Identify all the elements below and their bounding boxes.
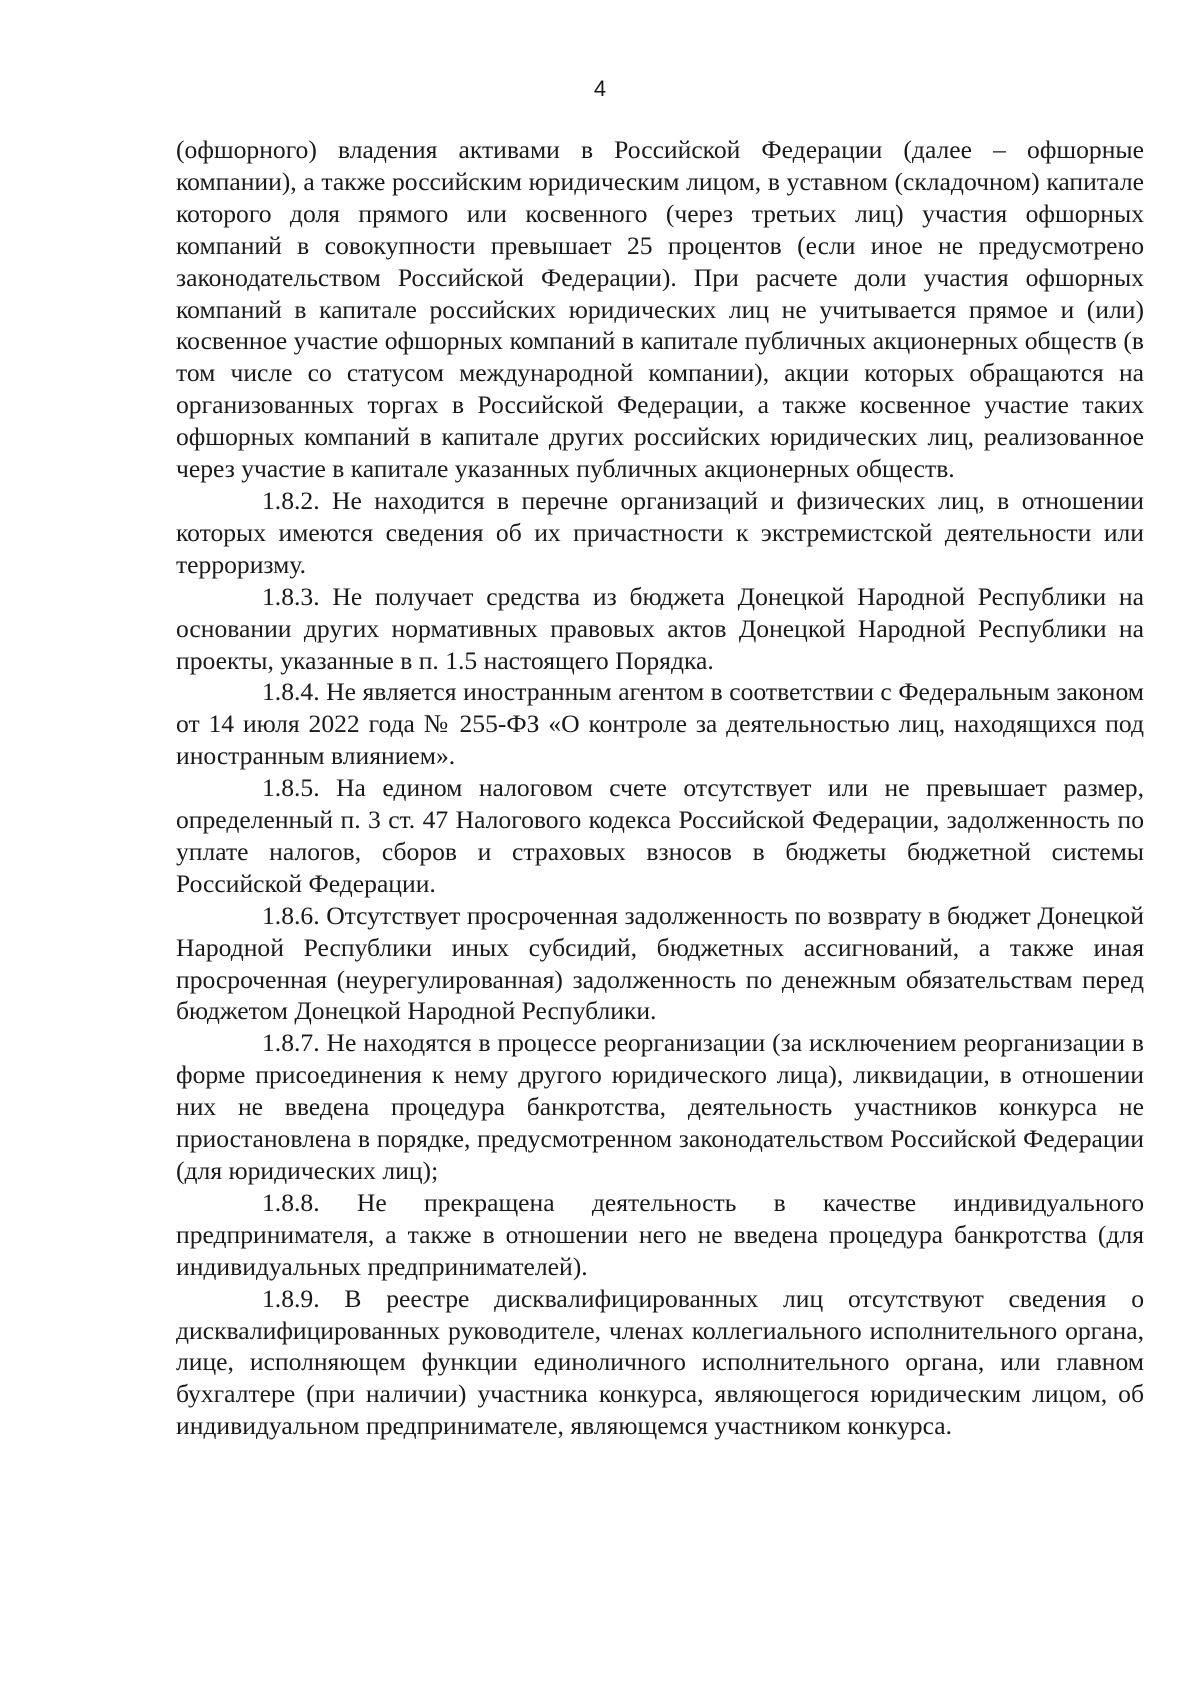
paragraph-1-8-2: 1.8.2. Не находится в перечне организаций и физических лиц, в отношении которых имеются сведения об их причастности к экстремистской деятельности или терроризму. bbox=[176, 485, 1144, 579]
paragraph-1-8-6: 1.8.6. Отсутствует просроченная задолженность по возврату в бюджет Донецкой Народной Республики иных субсидий, бюджетных ассигнований, а также иная просроченная (неурегулированная) задолженность по денежным обязательствам перед бюджетом Донецкой Народной Республики. bbox=[176, 900, 1144, 1026]
paragraph-offshore-continuation: (офшорного) владения активами в Российской Федерации (далее – офшорные компании), а также российским юридическим лицом, в уставном (складочном) капитале которого доля прямого или косвенного (через третьих лиц) участия офшорных компаний в совокупности превышает 25 процентов (если иное не предусмотрено законодательством Российской Федерации). При расчете доли участия офшорных компаний в капитале российских юридических лиц не учитывается прямое и (или) косвенное участие офшорных компаний в капитале публичных акционерных обществ (в том числе со статусом международной компании), акции которых обращаются на организованных торгах в Российской Федерации, а также косвенное участие таких офшорных компаний в капитале других российских юридических лиц, реализованное через участие в капитале указанных публичных акционерных обществ. bbox=[176, 135, 1144, 484]
paragraph-1-8-4: 1.8.4. Не является иностранным агентом в соответствии с Федеральным законом от 14 июля 2022 года № 255-ФЗ «О контроле за деятельностью лиц, находящихся под иностранным влиянием». bbox=[176, 677, 1144, 771]
paragraph-1-8-5: 1.8.5. На едином налоговом счете отсутствует или не превышает размер, определенный п. 3 ст. 47 Налогового кодекса Российской Федерации, задолженность по уплате налогов, сборов и страховых взносов в бюджеты бюджетной системы Российской Федерации. bbox=[176, 773, 1144, 898]
paragraph-1-8-8: 1.8.8. Не прекращена деятельность в качестве индивидуального предпринимателя, а также в отношении него не введена процедура банкротства (для индивидуальных предпринимателей). bbox=[176, 1187, 1144, 1281]
paragraph-1-8-3: 1.8.3. Не получает средства из бюджета Донецкой Народной Республики на основании других нормативных правовых актов Донецкой Народной Республики на проекты, указанные в п. 1.5 настоящего Порядка. bbox=[176, 581, 1144, 675]
page-number: 4 bbox=[593, 76, 607, 101]
paragraph-1-8-7: 1.8.7. Не находятся в процессе реорганизации (за исключением реорганизации в форме присоединения к нему другого юридического лица), ликвидации, в отношении них не введена процедура банкротства, деятельность участников конкурса не приостановлена в порядке, предусмотренном законодательством Российской Федерации (для юридических лиц); bbox=[176, 1028, 1144, 1185]
document-body bbox=[176, 134, 1144, 1442]
paragraph-1-8-9: 1.8.9. В реестре дисквалифицированных лиц отсутствуют сведения о дисквалифицированных руководителе, членах коллегиального исполнительного органа, лице, исполняющем функции единоличного исполнительного органа, или главном бухгалтере (при наличии) участника конкурса, являющегося юридическим лицом, об индивидуальном предпринимателе, являющемся участником конкурса. bbox=[176, 1283, 1144, 1441]
